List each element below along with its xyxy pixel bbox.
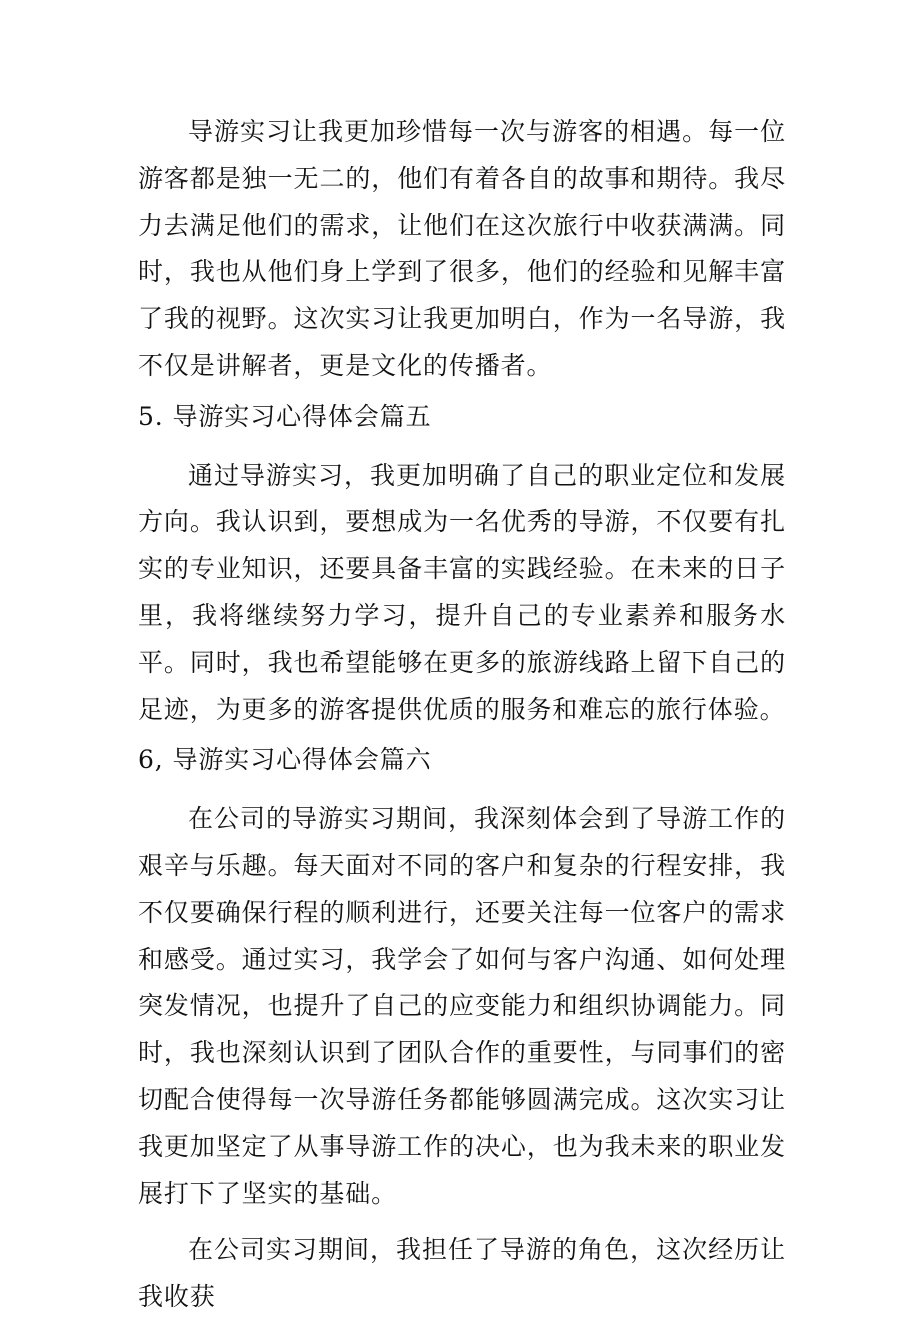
paragraph-career-direction: 通过导游实习，我更加明确了自己的职业定位和发展方向。我认识到，要想成为一名优秀的导游，不仅要有扎实的专业知识，还要具备丰富的实践经验。在未来的日子里，我将继续努力学习，提升自己的专业素养和服务水平。同时，我也希望能够在更多的旅游线路上留下自己的足迹，为更多的游客提供优质的服务和难忘的旅行体验。 [138,460,786,724]
paragraph-company-internship: 在公司的导游实习期间，我深刻体会到了导游工作的艰辛与乐趣。每天面对不同的客户和复杂的行程安排，我不仅要确保行程的顺利进行，还要关注每一位客户的需求和感受。通过实习，我学会了如何与客户沟通、如何处理突发情况，也提升了自己的应变能力和组织协调能力。同时，我也深刻认识到了团队合作的重要性，与同事们的密切配合使得每一次导游任务都能够圆满完成。这次实习让我更加坚定了从事导游工作的决心，也为我未来的职业发展打下了坚实的基础。 [138,804,786,1208]
section-heading-5: 5. 导游实习心得体会篇五 [138,401,432,431]
paragraph-guide-role: 在公司实习期间，我担任了导游的角色，这次经历让我收获 [138,1235,786,1312]
paragraph-guide-cherish-tourists: 导游实习让我更加珍惜每一次与游客的相遇。每一位游客都是独一无二的，他们有着各自的故事和期待。我尽力去满足他们的需求，让他们在这次旅行中收获满满。同时，我也从他们身上学到了很多，他们的经验和见解丰富了我的视野。这次实习让我更加明白，作为一名导游，我不仅是讲解者，更是文化的传播者。 [138,117,786,380]
document-body [138,109,786,1321]
section-heading-6: 6, 导游实习心得体会篇六 [138,745,432,775]
